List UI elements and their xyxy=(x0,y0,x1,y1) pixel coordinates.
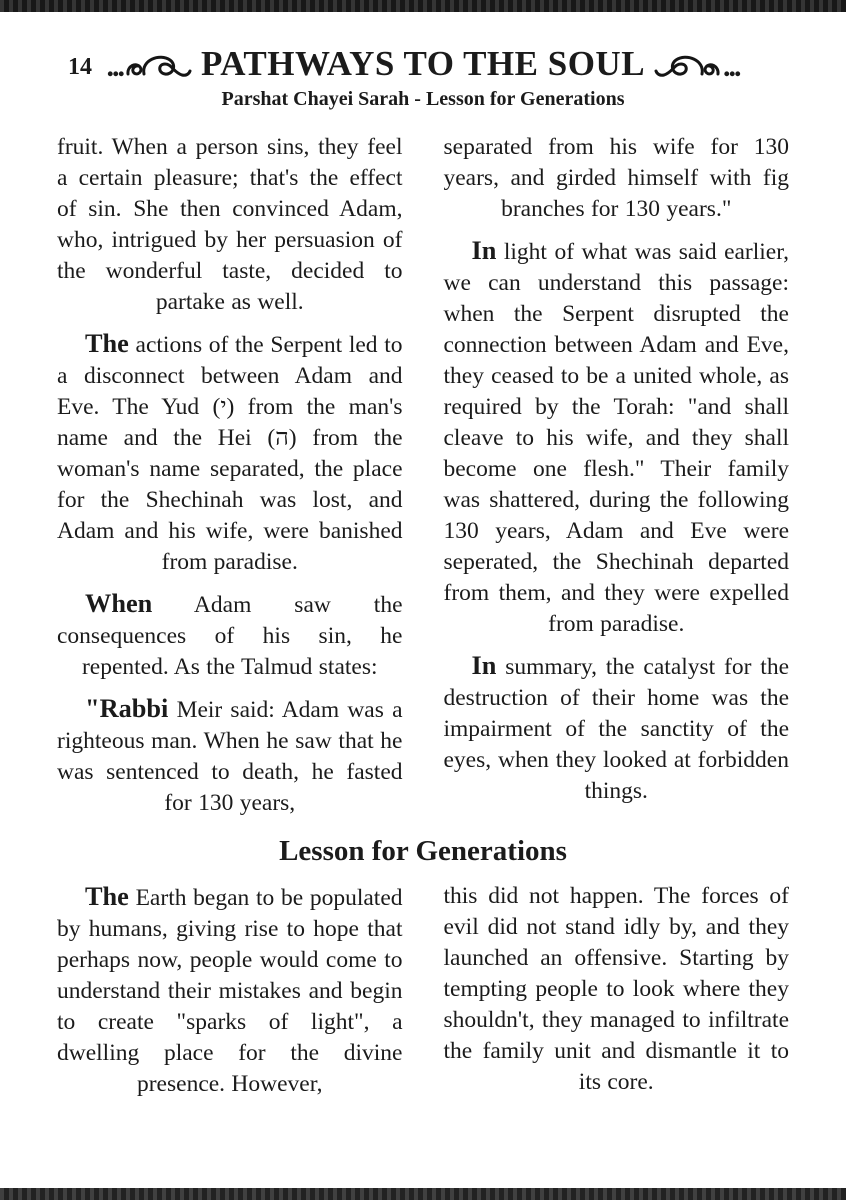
bottom-border-bar xyxy=(0,1188,846,1200)
paragraph-text: fruit. When a person sins, they feel a certain pleasure; that's the effect of sin. She then convinced Adam, who, intrigued by her persuasion of the wonderful taste, decided to partake as well. xyxy=(57,134,403,315)
paragraph xyxy=(57,588,403,683)
page-subtitle: Parshat Chayei Sarah - Lesson for Generations xyxy=(221,88,625,110)
top-section xyxy=(57,132,789,819)
bottom-section xyxy=(57,881,789,1100)
page-content xyxy=(0,132,846,1100)
paragraph-lead-word: The xyxy=(85,882,129,911)
paragraph-text: separated from his wife for 130 years, and girded himself with fig branches for 130 years." xyxy=(443,134,789,222)
paragraph xyxy=(444,881,790,1098)
paragraph-text: Adam saw the consequences of his sin, he repented. As the Talmud states: xyxy=(57,592,403,680)
page-number: 14 xyxy=(68,54,92,80)
paragraph-lead-word: "Rabbi xyxy=(85,694,169,723)
bottom-left-column xyxy=(57,881,403,1100)
paragraph-lead-word: In xyxy=(471,651,497,680)
top-right-column xyxy=(444,132,790,819)
page-header xyxy=(0,0,846,111)
flourish-left-icon xyxy=(126,53,192,83)
paragraph xyxy=(57,132,403,318)
paragraph xyxy=(444,132,790,225)
paragraph xyxy=(444,650,790,807)
paragraph-text: summary, the catalyst for the destruction of their home was the impairment of the sanctity of the eyes, when they looked at forbidden things. xyxy=(443,654,789,804)
paragraph-text: actions of the Serpent led to a disconnect between Adam and Eve. The Yud (י) from the man's name and the Hei (ה) from the woman's name separated, the place for the Shechinah was lost, and Adam and his wife, were banished from paradise. xyxy=(57,332,403,575)
paragraph-text: light of what was said earlier, we can understand this passage: when the Serpent disrupted the connection between Adam and Eve, they ceased to be a united whole, as required by the Torah: "and shall cleave to his wife, and they shall become one flesh." Their family was shattered, during the following 130 years, Adam and Eve were seperated, the Shechinah departed from them, and they were expelled from paradise. xyxy=(443,239,790,637)
paragraph xyxy=(57,328,403,578)
bottom-right-column xyxy=(444,881,790,1100)
book-title-row xyxy=(0,46,846,81)
flourish-right-icon xyxy=(654,53,720,83)
paragraph-lead-word: When xyxy=(85,589,153,618)
paragraph-text: this did not happen. The forces of evil did not stand idly by, and they launched an offensive. Starting by tempting people to look where they shouldn't, they managed to infiltrate the family unit and dismantle it to its core. xyxy=(443,883,789,1095)
paragraph xyxy=(57,693,403,819)
book-title: PATHWAYS TO THE SOUL xyxy=(200,44,646,83)
paragraph xyxy=(57,881,403,1100)
paragraph-text: Earth began to be populated by humans, giving rise to hope that perhaps now, people would come to understand their mistakes and begin to create "sparks of light", a dwelling place for the divine presence. However, xyxy=(57,885,403,1097)
paragraph-lead-word: In xyxy=(471,236,497,265)
ornament-dots-right: ... xyxy=(723,49,740,83)
paragraph xyxy=(444,235,790,640)
section-heading: Lesson for Generations xyxy=(279,835,567,867)
paragraph-lead-word: The xyxy=(85,329,129,358)
ornament-dots-left: ... xyxy=(106,49,123,83)
paragraph-text: Meir said: Adam was a righteous man. When he saw that he was sentenced to death, he fasted for 130 years, xyxy=(57,697,403,816)
top-left-column xyxy=(57,132,403,819)
